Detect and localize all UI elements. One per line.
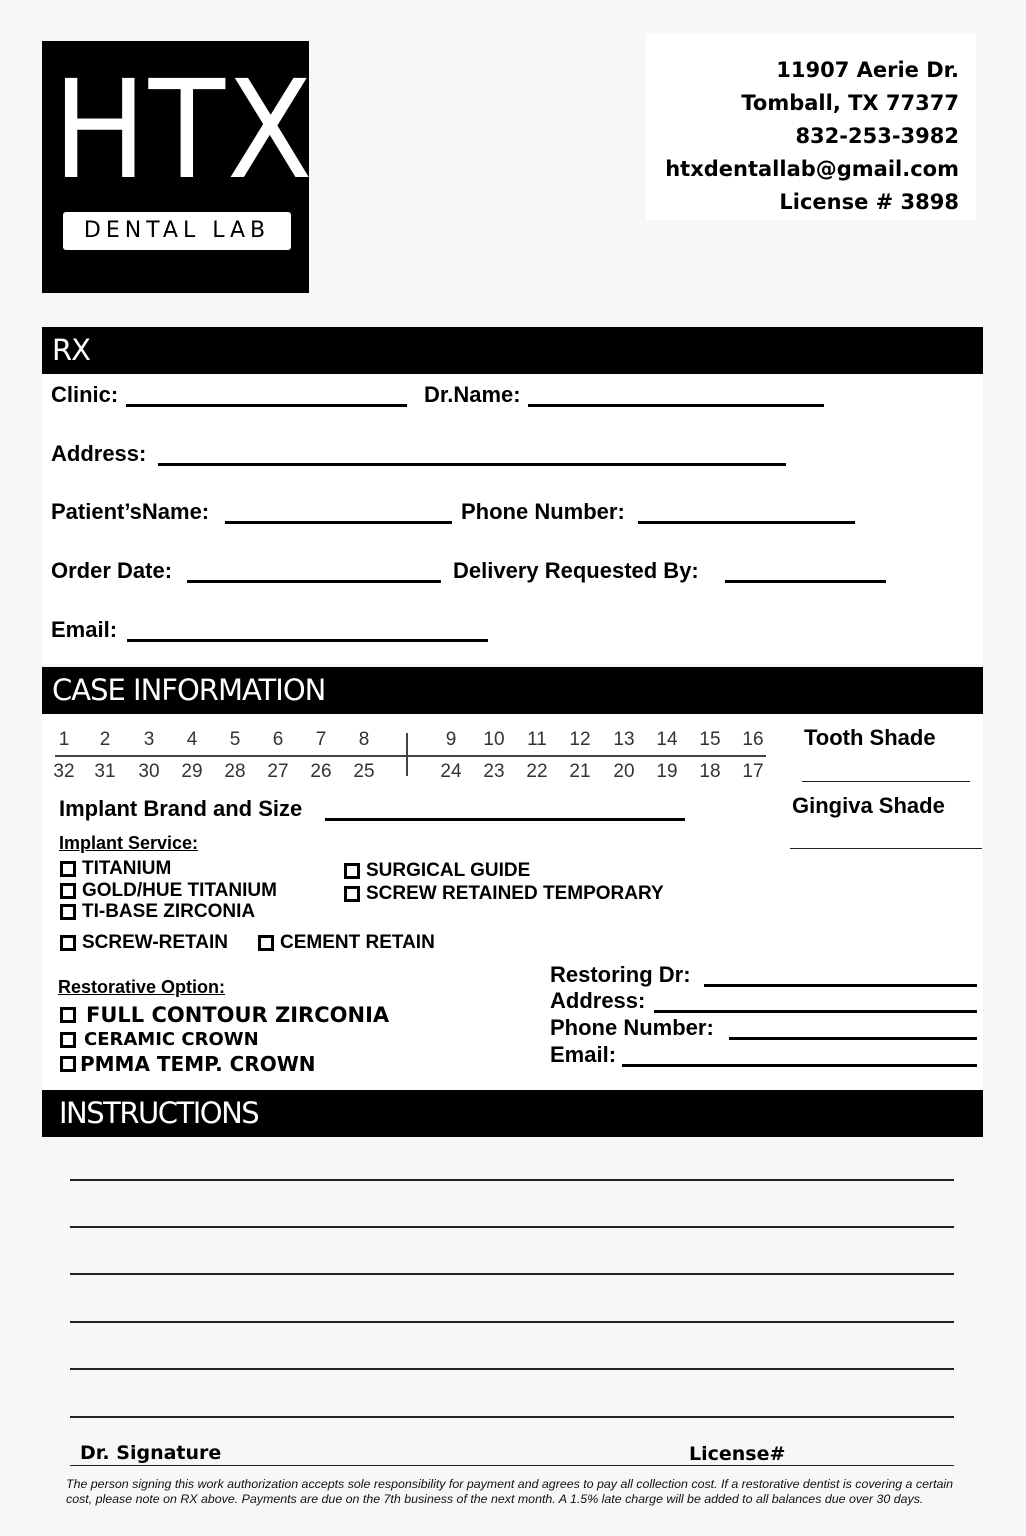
instruction-line[interactable] xyxy=(70,1226,954,1228)
option-label: GOLD/HUE TITANIUM xyxy=(82,880,277,901)
gingiva-shade-label: Gingiva Shade xyxy=(792,793,945,818)
upper-tooth-3[interactable]: 3 xyxy=(143,729,155,750)
order-date-field[interactable] xyxy=(187,580,441,583)
instruction-line[interactable] xyxy=(70,1321,954,1323)
checkbox-icon[interactable] xyxy=(60,1056,76,1072)
lower-tooth-20[interactable]: 20 xyxy=(613,761,635,782)
clinic-field[interactable] xyxy=(126,404,407,407)
patient-name-label: Patient’sName: xyxy=(51,499,210,524)
option-label: SURGICAL GUIDE xyxy=(366,860,531,881)
option-gold-hue-titanium[interactable] xyxy=(60,880,277,902)
rx-title: RX xyxy=(52,333,91,367)
delivery-requested-label: Delivery Requested By: xyxy=(453,558,699,583)
restoring-address-field[interactable] xyxy=(654,1010,977,1013)
lower-tooth-18[interactable]: 18 xyxy=(699,761,721,782)
upper-tooth-14[interactable]: 14 xyxy=(656,729,678,750)
option-label: TI-BASE ZIRCONIA xyxy=(82,901,256,922)
upper-tooth-4[interactable]: 4 xyxy=(186,729,198,750)
restoring-email-label: Email: xyxy=(550,1042,617,1067)
restoring-phone-field[interactable] xyxy=(729,1037,977,1040)
checkbox-icon[interactable] xyxy=(60,861,76,877)
lower-tooth-22[interactable]: 22 xyxy=(526,761,548,782)
instructions-header xyxy=(42,1090,983,1137)
checkbox-icon[interactable] xyxy=(60,935,76,951)
signature-license-field[interactable] xyxy=(70,1465,954,1466)
upper-tooth-15[interactable]: 15 xyxy=(699,729,721,750)
option-label: PMMA TEMP. CROWN xyxy=(80,1052,316,1076)
upper-tooth-16[interactable]: 16 xyxy=(742,729,764,750)
upper-tooth-8[interactable]: 8 xyxy=(358,729,370,750)
lower-tooth-31[interactable]: 31 xyxy=(94,761,116,782)
patient-name-field[interactable] xyxy=(225,521,452,524)
dr-signature-label: Dr. Signature xyxy=(80,1442,222,1464)
address-label: Address: xyxy=(51,441,147,466)
option-titanium[interactable] xyxy=(60,858,171,880)
lower-tooth-25[interactable]: 25 xyxy=(353,761,375,782)
tooth-chart-vertical-divider xyxy=(406,733,408,776)
lower-tooth-32[interactable]: 32 xyxy=(53,761,75,782)
address-field[interactable] xyxy=(158,463,786,466)
dr-name-field[interactable] xyxy=(528,404,824,407)
lower-tooth-17[interactable]: 17 xyxy=(742,761,764,782)
license-label: License# xyxy=(689,1443,786,1465)
htx-dental-lab-logo xyxy=(42,41,315,293)
clinic-label: Clinic: xyxy=(51,382,119,407)
checkbox-icon[interactable] xyxy=(344,863,360,879)
upper-tooth-5[interactable]: 5 xyxy=(229,729,241,750)
checkbox-icon[interactable] xyxy=(258,935,274,951)
case-information-title: CASE INFORMATION xyxy=(52,673,326,707)
option-label: CERAMIC CROWN xyxy=(84,1029,259,1050)
checkbox-icon[interactable] xyxy=(60,1032,76,1048)
phone-number-label: Phone Number: xyxy=(461,499,625,524)
implant-brand-field[interactable] xyxy=(325,818,685,821)
instruction-line[interactable] xyxy=(70,1416,954,1418)
email-label: Email: xyxy=(51,617,118,642)
lower-tooth-30[interactable]: 30 xyxy=(138,761,160,782)
option-pmma-temp-crown[interactable] xyxy=(60,1052,316,1076)
logo-tagline: DENTAL LAB xyxy=(63,212,291,250)
upper-tooth-10[interactable]: 10 xyxy=(483,729,505,750)
instruction-line[interactable] xyxy=(70,1273,954,1275)
tooth-chart-horizontal-divider xyxy=(55,755,766,757)
upper-tooth-9[interactable]: 9 xyxy=(445,729,457,750)
upper-tooth-6[interactable]: 6 xyxy=(272,729,284,750)
upper-tooth-7[interactable]: 7 xyxy=(315,729,327,750)
logo-wordmark: HTX xyxy=(52,52,315,210)
gingiva-shade-field[interactable] xyxy=(790,848,982,849)
implant-brand-label: Implant Brand and Size xyxy=(59,796,303,821)
option-cement-retain[interactable] xyxy=(258,932,435,954)
lower-tooth-28[interactable]: 28 xyxy=(224,761,246,782)
upper-tooth-12[interactable]: 12 xyxy=(569,729,591,750)
restoring-dr-label: Restoring Dr: xyxy=(550,962,691,987)
lower-tooth-23[interactable]: 23 xyxy=(483,761,505,782)
tooth-shade-field[interactable] xyxy=(802,781,970,782)
option-ceramic-crown[interactable] xyxy=(60,1029,259,1050)
dr-name-label: Dr.Name: xyxy=(424,382,521,407)
option-screw-retained-temporary[interactable] xyxy=(344,883,664,905)
option-surgical-guide[interactable] xyxy=(344,860,530,882)
upper-tooth-1[interactable]: 1 xyxy=(58,729,70,750)
lab-email: htxdentallab@gmail.com xyxy=(665,157,959,181)
lab-address-line2: Tomball, TX 77377 xyxy=(741,91,959,115)
restoring-email-field[interactable] xyxy=(622,1064,977,1067)
upper-tooth-13[interactable]: 13 xyxy=(613,729,635,750)
restorative-option-heading: Restorative Option: xyxy=(58,977,226,997)
lab-phone: 832-253-3982 xyxy=(795,124,959,148)
option-screw-retain[interactable] xyxy=(60,932,228,954)
option-label: SCREW RETAINED TEMPORARY xyxy=(366,883,664,904)
restoring-phone-label: Phone Number: xyxy=(550,1015,714,1040)
payment-disclaimer: The person signing this work authorization accepts sole responsibility for payment and agrees to pay all collection cost. If a restorative dentist is covering a certain cost, please note on RX above. Payments are due on the 7th business of the next month. A 1.5% late charge will be added to all balances due over 30 days. xyxy=(66,1477,954,1506)
instruction-line[interactable] xyxy=(70,1179,954,1181)
instructions-title: INSTRUCTIONS xyxy=(59,1096,259,1130)
lower-tooth-27[interactable]: 27 xyxy=(267,761,289,782)
instruction-line[interactable] xyxy=(70,1368,954,1370)
implant-service-heading: Implant Service: xyxy=(59,833,199,853)
delivery-requested-field[interactable] xyxy=(725,580,886,583)
order-date-label: Order Date: xyxy=(51,558,173,583)
option-label: SCREW-RETAIN xyxy=(82,932,228,953)
checkbox-icon[interactable] xyxy=(60,883,76,899)
checkbox-icon[interactable] xyxy=(344,886,360,902)
lower-tooth-21[interactable]: 21 xyxy=(569,761,591,782)
checkbox-icon[interactable] xyxy=(60,904,76,920)
case-information-header xyxy=(42,667,983,714)
phone-number-field[interactable] xyxy=(638,521,855,524)
lab-address-line1: 11907 Aerie Dr. xyxy=(776,58,959,82)
restoring-dr-field[interactable] xyxy=(704,984,977,987)
lower-tooth-26[interactable]: 26 xyxy=(310,761,332,782)
upper-tooth-11[interactable]: 11 xyxy=(527,729,547,750)
option-label: TITANIUM xyxy=(82,858,172,879)
restoring-address-label: Address: xyxy=(550,988,646,1013)
lab-contact-block xyxy=(646,34,976,220)
lower-tooth-19[interactable]: 19 xyxy=(656,761,678,782)
checkbox-icon[interactable] xyxy=(60,1007,76,1023)
upper-tooth-2[interactable]: 2 xyxy=(99,729,111,750)
rx-section-header xyxy=(42,327,983,374)
lab-license: License # 3898 xyxy=(779,190,959,214)
option-full-contour-zirconia[interactable] xyxy=(60,1003,389,1027)
lower-tooth-24[interactable]: 24 xyxy=(440,761,462,782)
option-label: FULL CONTOUR ZIRCONIA xyxy=(86,1003,390,1027)
option-label: CEMENT RETAIN xyxy=(280,932,435,953)
email-field[interactable] xyxy=(127,639,488,642)
lower-tooth-29[interactable]: 29 xyxy=(181,761,203,782)
tooth-shade-label: Tooth Shade xyxy=(804,725,936,750)
option-ti-base-zirconia[interactable] xyxy=(60,901,255,923)
